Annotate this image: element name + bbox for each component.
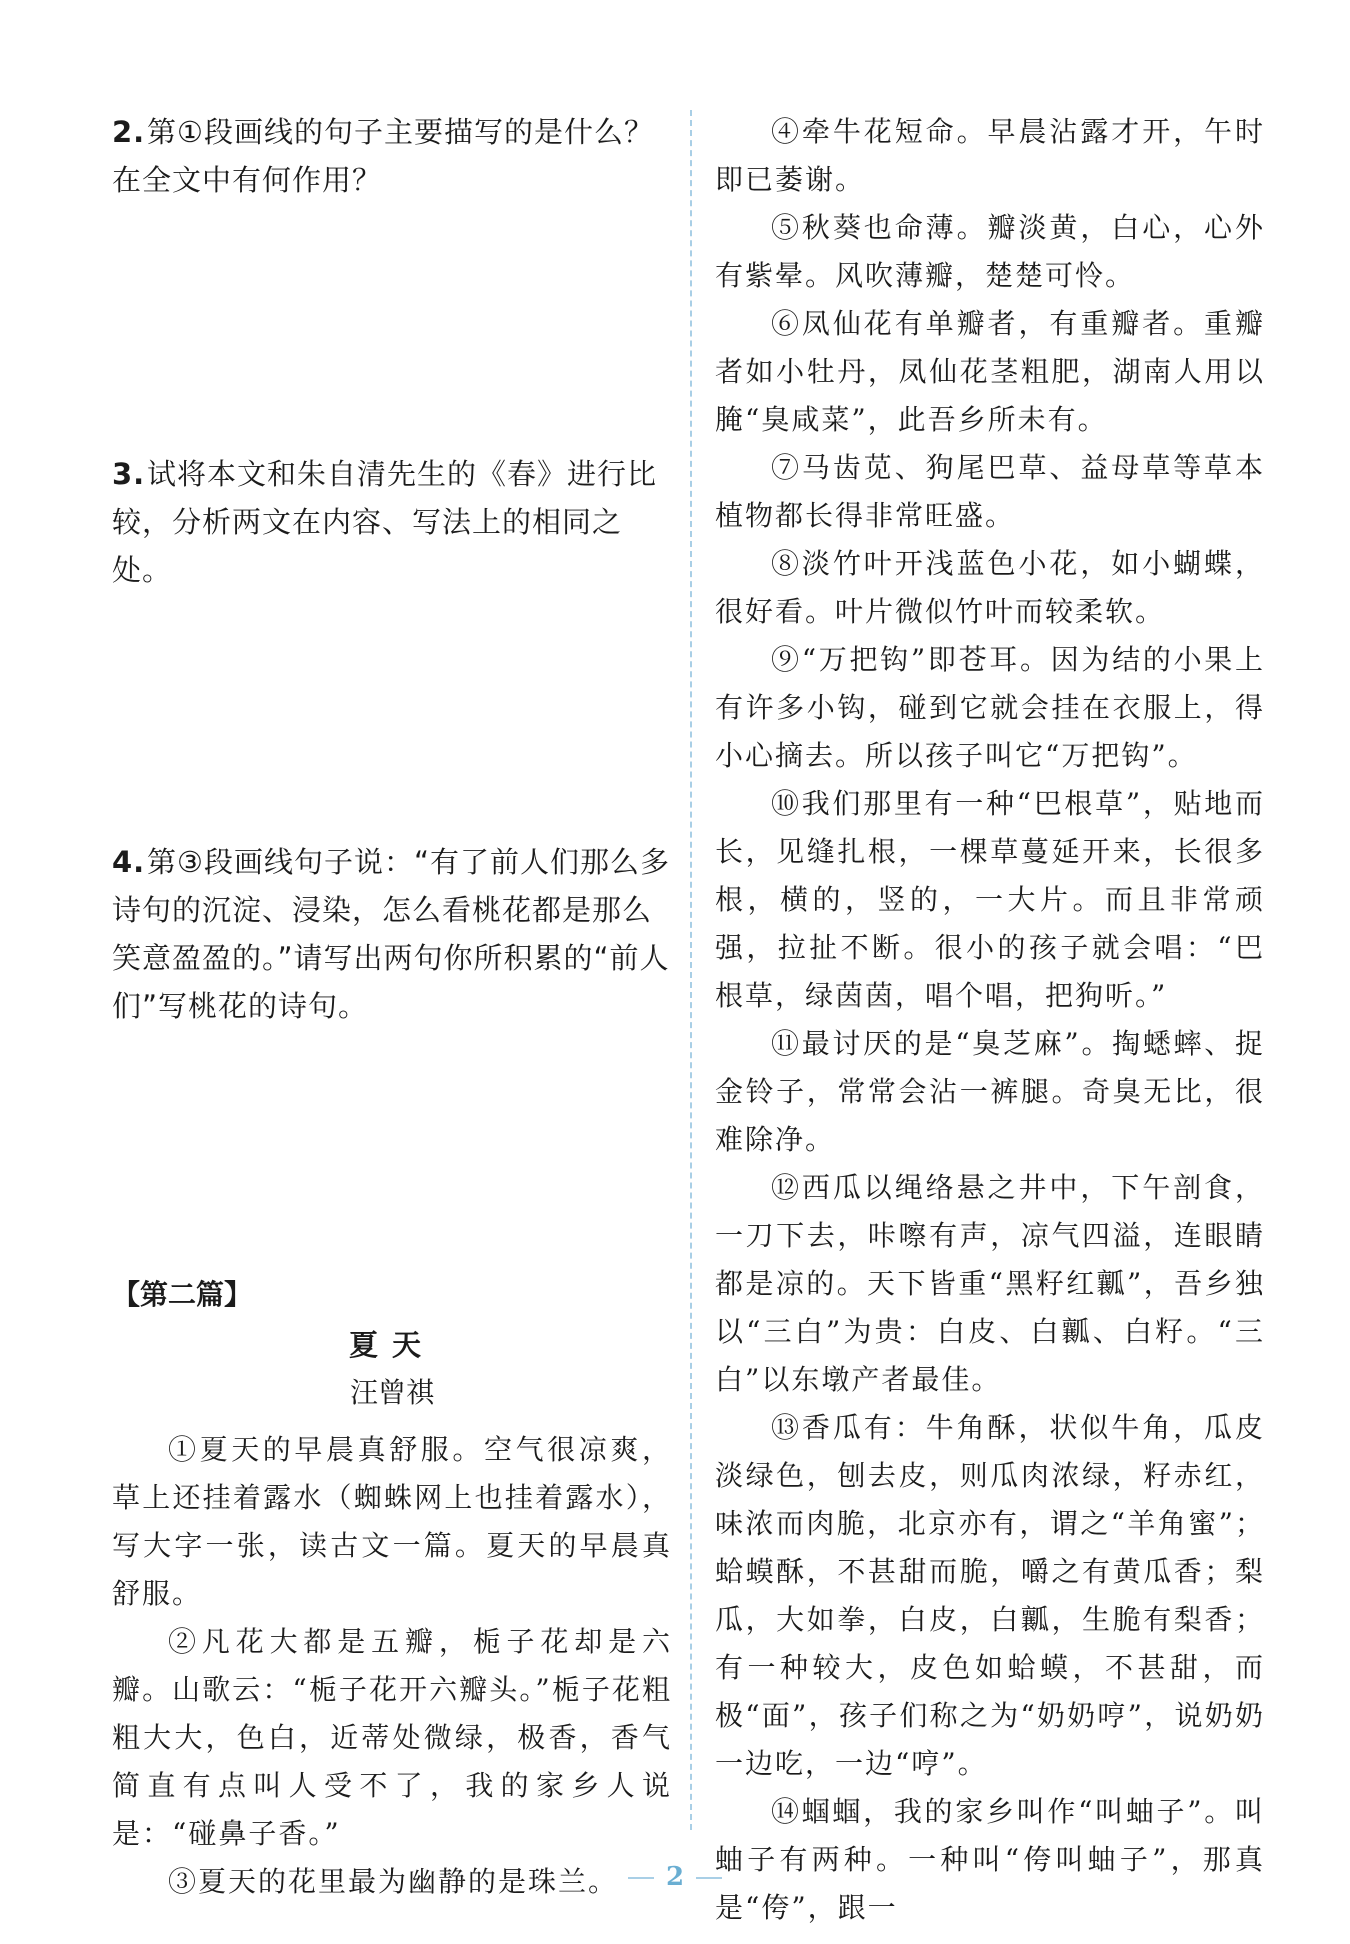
essay-paragraph: ⑭蝈蝈，我的家乡叫作“叫蚰子”。叫蚰子有两种。一种叫“侉叫蚰子”，那真是“侉”，跟一 [715,1795,1265,1924]
page-number-value: 2 [665,1862,685,1892]
essay-paragraph: ④牵牛花短命。早晨沾露才开，午时即已萎谢。 [715,115,1265,196]
essay-title: 夏天 [348,1328,435,1362]
question-3 [112,450,672,594]
question-text: 第③段画线句子说：“有了前人们那么多诗句的沉淀、浸染，怎么看桃花都是那么笑意盈盈的。”请写出两句你所积累的“前人们”写桃花的诗句。 [112,845,671,1023]
question-number: 2. [112,115,146,149]
essay-paragraph: ⑧淡竹叶开浅蓝色小花，如小蝴蝶，很好看。叶片微似竹叶而较柔软。 [715,547,1265,628]
question-4 [112,838,672,1030]
essay-paragraph: ③夏天的花里最为幽静的是珠兰。 [168,1865,619,1898]
column-divider [690,110,692,1830]
essay-paragraph: ⑥凤仙花有单瓣者，有重瓣者。重瓣者如小牡丹，凤仙花茎粗肥，湖南人用以腌“臭咸菜”，此吾乡所未有。 [715,307,1265,436]
page-number-dash-left [628,1877,654,1879]
question-text: 试将本文和朱自清先生的《春》进行比较，分析两文在内容、写法上的相同之处。 [112,457,658,587]
essay-body-right [715,108,1265,1932]
essay-paragraph: ②凡花大都是五瓣，栀子花却是六瓣。山歌云：“栀子花开六瓣头。”栀子花粗粗大大，色白，近蒂处微绿，极香，香气简直有点叫人受不了，我的家乡人说是：“碰鼻子香。” [112,1625,672,1850]
question-text: 第①段画线的句子主要描写的是什么？在全文中有何作用？ [112,115,654,197]
page-number [0,1862,1350,1892]
question-2 [112,108,672,204]
essay-paragraph: ⑦马齿苋、狗尾巴草、益母草等草本植物都长得非常旺盛。 [715,451,1265,532]
section-label: 【第二篇】 [112,1278,253,1311]
essay-author: 汪曾祺 [349,1376,434,1409]
essay-body-left [112,1426,672,1906]
essay-paragraph: ⑨“万把钩”即苍耳。因为结的小果上有许多小钩，碰到它就会挂在衣服上，得小心摘去。所以孩子叫它“万把钩”。 [715,643,1265,772]
essay-paragraph: ⑤秋葵也命薄。瓣淡黄，白心，心外有紫晕。风吹薄瓣，楚楚可怜。 [715,211,1265,292]
question-number: 4. [112,845,146,879]
essay-paragraph: ⑪最讨厌的是“臭芝麻”。掏蟋蟀、捉金铃子，常常会沾一裤腿。奇臭无比，很难除净。 [715,1027,1265,1156]
question-number: 3. [112,457,146,491]
essay-paragraph: ⑬香瓜有：牛角酥，状似牛角，瓜皮淡绿色，刨去皮，则瓜肉浓绿，籽赤红，味浓而肉脆，北京亦有，谓之“羊角蜜”；蛤蟆酥，不甚甜而脆，嚼之有黄瓜香；梨瓜，大如拳，白皮，白瓤，生脆有梨香；有一种较大，皮色如蛤蟆，不甚甜，而极“面”，孩子们称之为“奶奶哼”，说奶奶一边吃，一边“哼”。 [715,1411,1265,1780]
essay-paragraph: ⑩我们那里有一种“巴根草”，贴地而长，见缝扎根，一棵草蔓延开来，长很多根，横的，竖的，一大片。而且非常顽强，拉扯不断。很小的孩子就会唱：“巴根草，绿茵茵，唱个唱，把狗听。” [715,787,1265,1012]
essay-paragraph: ⑫西瓜以绳络悬之井中，下午剖食，一刀下去，咔嚓有声，凉气四溢，连眼睛都是凉的。天下皆重“黑籽红瓤”，吾乡独以“三白”为贵：白皮、白瓤、白籽。“三白”以东墩产者最佳。 [715,1171,1265,1396]
essay-paragraph: ①夏天的早晨真舒服。空气很凉爽，草上还挂着露水（蜘蛛网上也挂着露水），写大字一张，读古文一篇。夏天的早晨真舒服。 [112,1433,672,1610]
page-number-dash-right [696,1877,722,1879]
